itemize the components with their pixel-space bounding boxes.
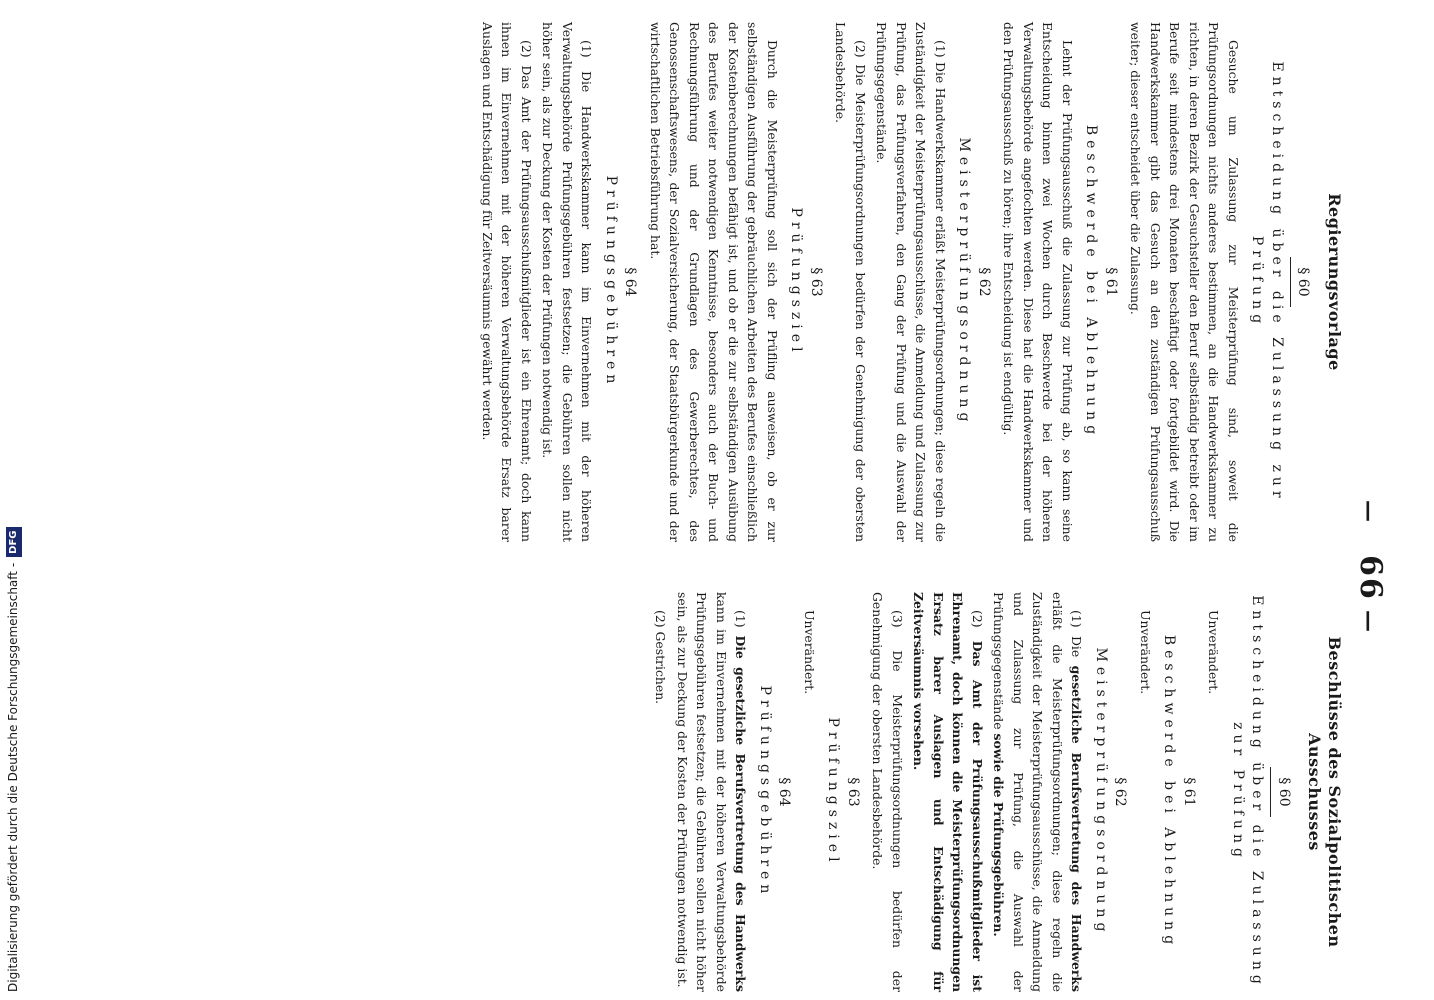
section-title: Meisterprüfungsordnung — [956, 137, 973, 427]
section-number: § 63 — [808, 267, 824, 297]
column-header: Beschlüsse des Sozialpolitischen Ausschusses — [1305, 636, 1344, 948]
text-run: (2) — [970, 610, 985, 641]
section-text: (2) Die Meisterprüfungsordnungen bedürfen der Genehmigung der obersten Landesbehörde. — [833, 22, 868, 542]
section-text — [868, 592, 907, 992]
section-title: Beschwerde bei Ablehnung — [1083, 124, 1100, 440]
section-title: Prüfungsziel — [788, 207, 805, 357]
section-title: Prüfungsziel — [825, 717, 842, 867]
section-number: § 64 — [622, 267, 639, 297]
section-text: Unverändert. — [1206, 610, 1222, 695]
text-run: (1) Die — [1069, 610, 1085, 666]
section-text: Lehnt der Prüfungsausschuß die Zulassung zur Prüfung ab, so kann seine Entscheidung binnen zwei Wochen durch Beschwerde bei der höheren Verwaltungsbehörde angefochten werden. Diese hat die Handwerkskammer und den Prüfungsausschuß zu hören; ihre Entscheidung ist endgültig. — [1001, 22, 1075, 542]
page-header-dash-right: — — [1356, 610, 1382, 632]
section-64 — [651, 592, 794, 992]
section-text: Unverändert. — [1138, 610, 1153, 695]
section-number: § 61 — [1103, 267, 1119, 297]
section-text: Gesuche um Zulassung zur Meisterprüfung sind, soweit die Prüfungsordnungen nichts anderes bestimmen, an die Handwerkskammer zu richten, in deren Bezirk der Gesuchsteller den Beruf selbständig betreibt oder im Berufe seit mindestens drei Monaten beschäftigt oder fortgebildet wird. Die Handwerkskammer gibt das Gesuch an den zuständigen Prüfungsausschuß weiter; dieser entscheidet über die Zulassung. — [1128, 22, 1241, 542]
section-number: § 61 — [1181, 777, 1197, 807]
section-text — [989, 592, 1087, 992]
section-61 — [999, 22, 1120, 542]
section-number: § 64 — [776, 777, 793, 807]
text-run-emphasis: Das Amt der Prüfungsausschußmitglieder ist Ehrenamt, doch können die Meisterprüfungsordnungen Ersatz barer Auslagen und Entschädigung für Zeitversäumnis vorsehen. — [911, 592, 985, 992]
section-rule — [1271, 767, 1272, 817]
section-60 — [1204, 592, 1293, 992]
digitization-credit — [1, 0, 25, 1000]
section-number: § 62 — [976, 267, 992, 297]
text-run: (1) — [733, 610, 749, 636]
section-text — [909, 592, 987, 992]
text-run-emphasis: gesetzliche Berufsvertretung des Handwerks — [1069, 665, 1085, 992]
text-run: kann im Einvernehmen mit der höheren Verwaltungsbehörde Prüfungsgebühren festsetzen; die Gebühren sollen nicht höher sein, als zur Deckung der Kosten der Prüfungen notwendig ist. — [675, 592, 729, 992]
section-text: (2) Das Amt der Prüfungsausschußmitglieder ist ein Ehrenamt; doch kann ihnen im Einvernehmen mit der höheren Verwaltungsbehörde Ersatz barer Auslagen und Entschädigung für Zeitversäumnis gewährt werden. — [480, 22, 534, 542]
dfg-logo: DFG — [6, 528, 22, 557]
section-number: § 62 — [1112, 777, 1129, 807]
section-text: Unverändert. — [802, 610, 817, 695]
page-number: 66 — [1353, 555, 1388, 601]
section-number: § 60 — [1295, 267, 1312, 297]
credit-text: Digitalisierung gefördert durch die Deutsche Forschungsgemeinschaft - — [6, 562, 20, 992]
section-title: Beschwerde bei Ablehnung — [1161, 634, 1178, 950]
section-text: (2) Gestrichen. — [653, 610, 669, 705]
text-run-emphasis: sowie die Prüfungsgebühren. — [991, 733, 1007, 937]
column-header: Regierungsvorlage — [1325, 193, 1344, 371]
section-62 — [868, 592, 1130, 992]
column-committee-resolutions — [649, 592, 1344, 992]
section-text: Durch die Meisterprüfung soll sich der Prüfling ausweisen, ob er zur selbständigen Ausführung der gebräuchlichen Arbeiten des Berufes einschließlich der Kostenberechnungen befähigt ist, und ob er die zur selbständigen Ausübung des Berufes weiter notwendigen Kenntnisse, besonders auch der Buch- und Rechnungsführung und der Grundlagen des Gewerberechtes, des Genossenschaftswesens, der Sozialversicherung, der Staatsbürgerkunde und der wirtschaftlichen Betriebsführung hat. — [648, 22, 780, 542]
section-title: Prüfungsgebühren — [603, 175, 619, 389]
section-63 — [800, 592, 863, 992]
section-63 — [646, 22, 826, 542]
page-header-dash-left: — — [1356, 500, 1382, 522]
section-64 — [478, 22, 640, 542]
section-61 — [1136, 592, 1199, 992]
section-title: Meisterprüfungsordnung — [1093, 647, 1109, 937]
section-number: § 63 — [845, 777, 861, 807]
section-rule — [1290, 257, 1291, 307]
text-run-emphasis: Die gesetzliche Berufsvertretung des Handwerks — [733, 635, 749, 992]
column-government-draft — [476, 22, 1345, 542]
section-60 — [1126, 22, 1313, 542]
text-run: erläßt die Meisterprüfungsordnungen; diese regeln die Zuständigkeit der Meisterprüfungsausschüsse, die Anmeldung und Zulassung zur Prüfung, die Auswahl der Prüfungsgegenstände — [991, 592, 1065, 992]
text-run: (3) Die Meisterprüfungsordnungen bedürfen der Genehmigung der obersten Landesbehörde. — [870, 592, 905, 992]
section-text: (1) Die Handwerkskammer kann im Einvernehmen mit der höheren Verwaltungsbehörde Prüfungsgebühren festsetzen; die Gebühren sollen nicht höher sein, als zur Deckung der Kosten der Prüfungen notwendig ist. — [540, 22, 595, 542]
section-62 — [831, 22, 993, 542]
section-text — [673, 592, 751, 992]
section-title: Entscheidung über die Zulassung zur Prüfung — [1230, 595, 1266, 989]
section-title: Entscheidung über die Zulassung zur Prüfung — [1249, 61, 1285, 503]
section-title: Prüfungsgebühren — [757, 685, 773, 899]
section-number: § 60 — [1276, 777, 1292, 807]
section-text: (1) Die Handwerkskammer erläßt Meisterprüfungsordnungen; diese regeln die Zuständigkeit der Meisterprüfungsausschüsse, die Anmeldung und Zulassung zur Prüfung, das Prüfungsverfahren, den Gang der Prüfung und die Auswahl der Prüfungsgegenstände. — [874, 22, 948, 542]
